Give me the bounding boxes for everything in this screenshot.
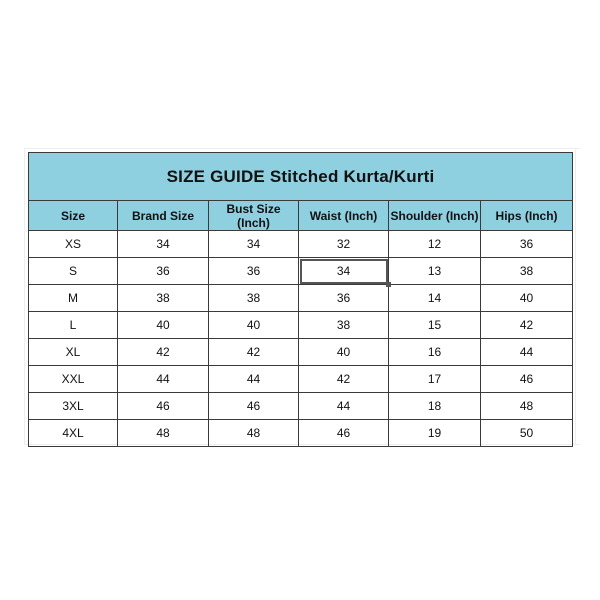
table-cell[interactable]: 38: [209, 285, 299, 312]
header-cell-hips[interactable]: Hips (Inch): [481, 201, 573, 231]
table-cell[interactable]: 44: [299, 393, 389, 420]
table-cell[interactable]: 36: [481, 231, 573, 258]
table-cell[interactable]: 15: [389, 312, 481, 339]
table-cell[interactable]: 38: [481, 258, 573, 285]
table-cell[interactable]: 19: [389, 420, 481, 447]
table-cell[interactable]: 46: [481, 366, 573, 393]
table-cell[interactable]: 40: [118, 312, 209, 339]
table-cell[interactable]: 40: [481, 285, 573, 312]
table-cell[interactable]: 44: [118, 366, 209, 393]
header-cell-size[interactable]: Size: [29, 201, 118, 231]
header-cell-bust-size[interactable]: Bust Size (Inch): [209, 201, 299, 231]
table-cell[interactable]: 46: [209, 393, 299, 420]
sheet-gridline: [24, 148, 25, 444]
header-cell-waist[interactable]: Waist (Inch): [299, 201, 389, 231]
table-cell[interactable]: 42: [118, 339, 209, 366]
table-row: [29, 393, 573, 420]
table-row: [29, 312, 573, 339]
table-cell[interactable]: 12: [389, 231, 481, 258]
table-cell[interactable]: 36: [209, 258, 299, 285]
table-cell[interactable]: 34: [118, 231, 209, 258]
table-cell[interactable]: L: [29, 312, 118, 339]
table-title[interactable]: SIZE GUIDE Stitched Kurta/Kurti: [29, 153, 573, 201]
table-cell[interactable]: 36: [118, 258, 209, 285]
table-cell[interactable]: 40: [209, 312, 299, 339]
table-row: [29, 420, 573, 447]
table-cell[interactable]: 44: [209, 366, 299, 393]
table-cell[interactable]: 40: [299, 339, 389, 366]
table-cell[interactable]: S: [29, 258, 118, 285]
table-cell[interactable]: 16: [389, 339, 481, 366]
size-guide-table: [28, 152, 573, 447]
table-cell[interactable]: 36: [299, 285, 389, 312]
table-cell[interactable]: 44: [481, 339, 573, 366]
table-row: [29, 339, 573, 366]
table-cell[interactable]: 34: [209, 231, 299, 258]
table-cell[interactable]: 13: [389, 258, 481, 285]
table-cell[interactable]: 42: [209, 339, 299, 366]
table-cell[interactable]: 32: [299, 231, 389, 258]
table-row: [29, 258, 573, 285]
table-cell[interactable]: XXL: [29, 366, 118, 393]
header-cell-shoulder[interactable]: Shoulder (Inch): [389, 201, 481, 231]
table-cell[interactable]: 46: [118, 393, 209, 420]
table-cell[interactable]: 48: [209, 420, 299, 447]
table-row: [29, 231, 573, 258]
table-cell[interactable]: 4XL: [29, 420, 118, 447]
table-cell[interactable]: XS: [29, 231, 118, 258]
title-row: [29, 153, 573, 201]
selected-table-cell[interactable]: 34: [299, 258, 389, 285]
table-row: [29, 366, 573, 393]
header-cell-brand-size[interactable]: Brand Size: [118, 201, 209, 231]
table-cell[interactable]: 42: [481, 312, 573, 339]
table-cell[interactable]: 14: [389, 285, 481, 312]
table-cell[interactable]: 38: [299, 312, 389, 339]
sheet-gridline: [575, 148, 576, 444]
table-cell[interactable]: XL: [29, 339, 118, 366]
table-cell[interactable]: 50: [481, 420, 573, 447]
sheet-gridline: [24, 148, 580, 149]
header-row: [29, 201, 573, 231]
table-cell[interactable]: 3XL: [29, 393, 118, 420]
table-cell[interactable]: 48: [481, 393, 573, 420]
table-cell[interactable]: 18: [389, 393, 481, 420]
table-cell[interactable]: 17: [389, 366, 481, 393]
table-cell[interactable]: M: [29, 285, 118, 312]
table-cell[interactable]: 42: [299, 366, 389, 393]
table-cell[interactable]: 48: [118, 420, 209, 447]
table-cell[interactable]: 46: [299, 420, 389, 447]
table-row: [29, 285, 573, 312]
table-cell[interactable]: 38: [118, 285, 209, 312]
